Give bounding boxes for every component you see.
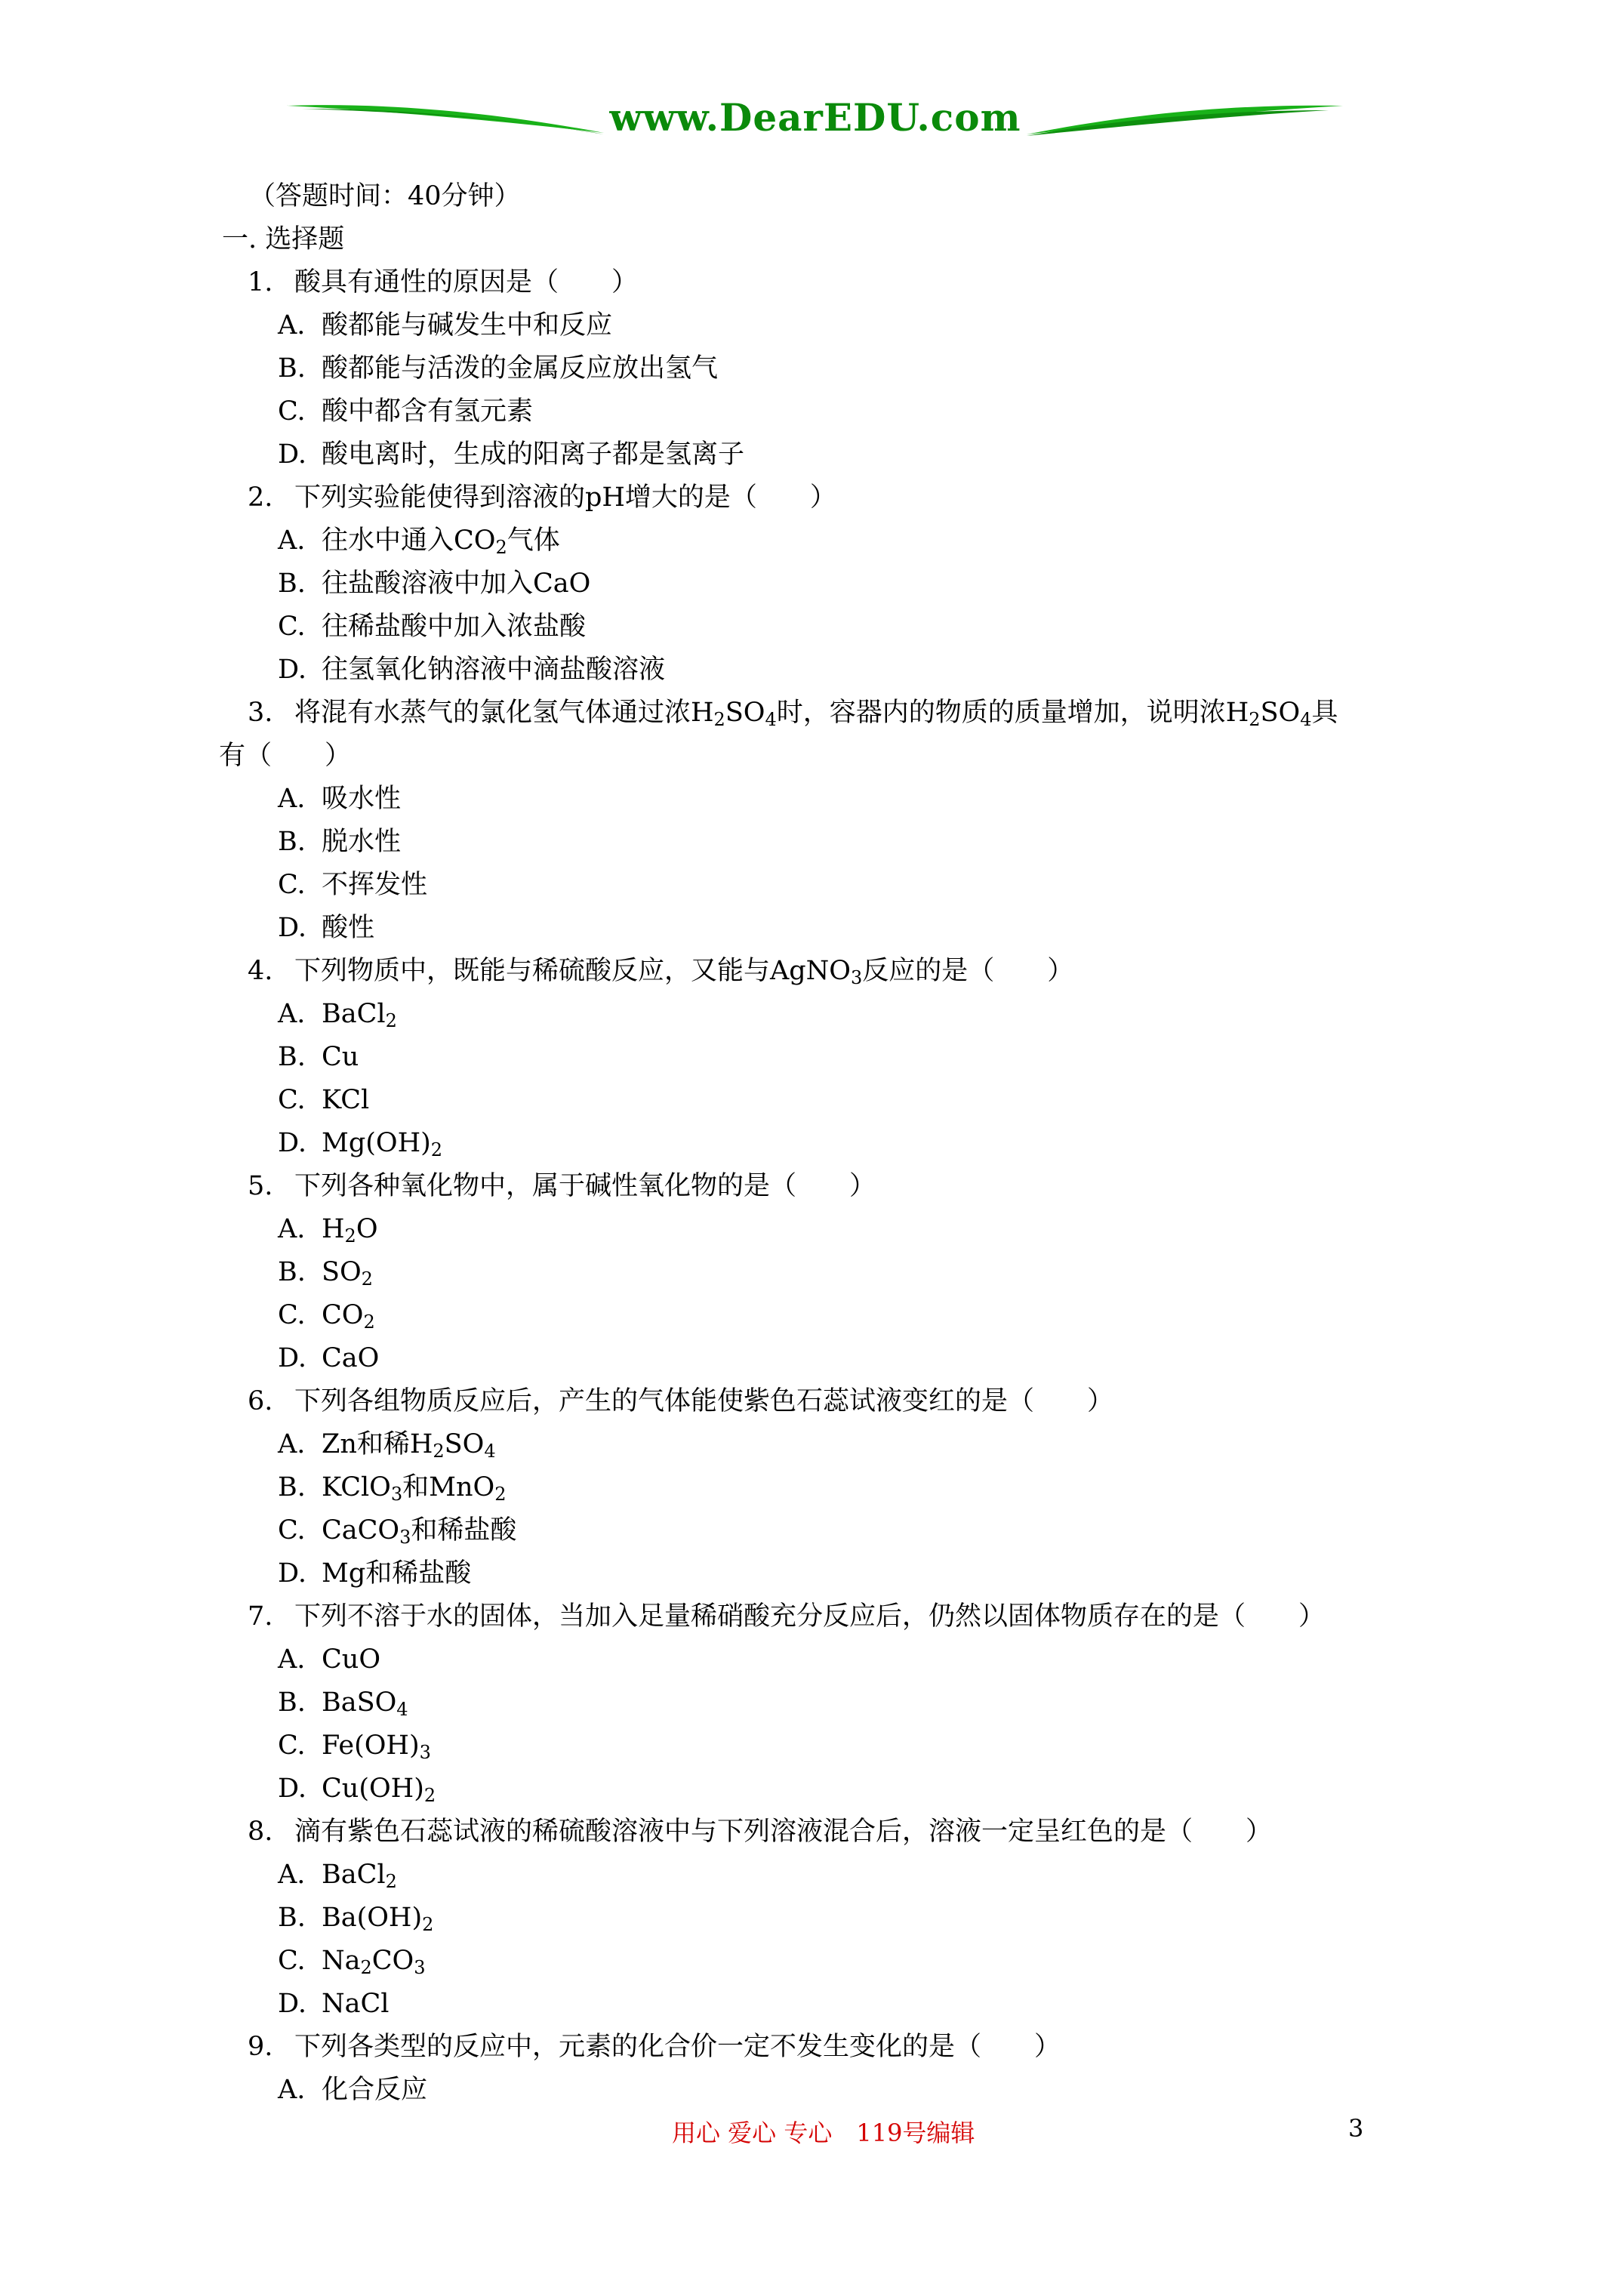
- option-label: C.: [278, 870, 306, 900]
- option-item: [219, 1983, 1419, 2026]
- question-item: [219, 950, 1419, 993]
- option-item: [219, 1208, 1419, 1251]
- option-label: C.: [278, 396, 306, 427]
- option-text: 不挥发性: [322, 870, 428, 900]
- question-number: 8.: [248, 1817, 273, 1847]
- option-item: [219, 347, 1419, 390]
- option-text: 往稀盐酸中加入浓盐酸: [322, 612, 587, 642]
- option-text: $H_2O$: [322, 1214, 378, 1247]
- option-text: $Mg(OH)_2$: [322, 1128, 443, 1160]
- question-number: 1.: [248, 267, 273, 297]
- option-text: CaCO$_3$和稀盐酸: [322, 1515, 517, 1548]
- question-number: 2.: [248, 482, 273, 513]
- option-text: 往盐酸溶液中加入CaO: [322, 569, 591, 599]
- question-number: 5.: [248, 1171, 273, 1201]
- footer-slogan: 用心 爱心 专心 119号编辑: [672, 2119, 975, 2147]
- option-label: A.: [278, 1644, 306, 1675]
- option-item: [219, 1036, 1419, 1079]
- option-label: C.: [278, 1515, 306, 1546]
- option-item: [219, 1079, 1419, 1122]
- question-item: [219, 1811, 1419, 1854]
- option-label: D.: [278, 1343, 306, 1373]
- option-text: CuO: [322, 1644, 381, 1675]
- option-item: [219, 821, 1419, 864]
- question-text: 下列各种氧化物中，属于碱性氧化物的是（ ）: [294, 1171, 876, 1201]
- question-item: [219, 2026, 1419, 2069]
- question-number: 4.: [248, 956, 273, 986]
- option-item: [219, 1552, 1419, 1595]
- option-item: [219, 1337, 1419, 1380]
- page-number: 3: [1348, 2114, 1364, 2143]
- option-label: A.: [278, 1214, 306, 1244]
- exam-content: [219, 175, 1419, 2112]
- section-title: 一. 选择题: [222, 224, 345, 254]
- question-item: [219, 261, 1419, 304]
- option-text: BaCl$_2$: [322, 999, 397, 1031]
- option-item: [219, 778, 1419, 821]
- option-text: Zn和稀$H_2SO_4$: [322, 1429, 496, 1462]
- question-item: [219, 476, 1419, 519]
- option-item: [219, 1251, 1419, 1294]
- question-text: 下列物质中，既能与稀硫酸反应，又能与AgNO$_3$反应的是（ ）: [294, 956, 1074, 988]
- option-label: C.: [278, 1946, 306, 1976]
- option-item: [219, 1897, 1419, 1940]
- option-text: Cu: [322, 1042, 359, 1072]
- option-label: A.: [278, 784, 306, 814]
- option-label: B.: [278, 569, 306, 599]
- option-item: [219, 304, 1419, 347]
- option-label: B.: [278, 353, 306, 384]
- option-text: $CO_2$: [322, 1300, 375, 1333]
- option-label: A.: [278, 1860, 306, 1890]
- option-text: $SO_2$: [322, 1257, 373, 1290]
- question-number: 9.: [248, 2032, 273, 2062]
- option-item: [219, 519, 1419, 562]
- option-label: D.: [278, 1558, 306, 1589]
- option-label: A.: [278, 310, 306, 341]
- option-label: A.: [278, 525, 306, 556]
- option-label: D.: [278, 1128, 306, 1158]
- option-item: [219, 1294, 1419, 1337]
- question-number: 3.: [248, 698, 273, 728]
- option-item: [219, 993, 1419, 1036]
- option-item: [219, 1638, 1419, 1681]
- option-label: B.: [278, 1472, 306, 1502]
- option-text: 化合反应: [322, 2075, 428, 2105]
- option-label: C.: [278, 1730, 306, 1761]
- question-text: 下列实验能使得到溶液的pH增大的是（ ）: [294, 482, 836, 513]
- option-label: C.: [278, 1300, 306, 1330]
- question-item: [219, 1595, 1419, 1638]
- option-label: D.: [278, 913, 306, 943]
- question-text: 将混有水蒸气的氯化氢气体通过浓$H_2SO_4$时，容器内的物质的质量增加，说明浓$H_2SO_4$具: [294, 698, 1338, 730]
- option-label: D.: [278, 655, 306, 685]
- option-text: 酸性: [322, 913, 375, 943]
- question-item: [219, 1165, 1419, 1208]
- option-label: C.: [278, 1085, 306, 1115]
- option-item: [219, 1423, 1419, 1466]
- question-text: 滴有紫色石蕊试液的稀硫酸溶液中与下列溶液混合后，溶液一定呈红色的是（ ）: [294, 1817, 1273, 1847]
- question-list: [219, 261, 1419, 2112]
- option-text: Mg和稀盐酸: [322, 1558, 472, 1589]
- option-text: 往水中通入$CO_2$气体: [322, 525, 560, 558]
- option-item: [219, 2069, 1419, 2112]
- question-item: [219, 692, 1419, 735]
- option-text: 酸都能与活泼的金属反应放出氢气: [322, 353, 719, 384]
- option-text: BaCl$_2$: [322, 1860, 397, 1892]
- question-number: 7.: [248, 1601, 273, 1632]
- option-label: B.: [278, 827, 306, 857]
- option-item: [219, 1509, 1419, 1552]
- option-text: BaSO$_4$: [322, 1687, 408, 1720]
- option-text: 酸中都含有氢元素: [322, 396, 534, 427]
- option-text: $Na_2CO_3$: [322, 1946, 426, 1978]
- option-label: B.: [278, 1257, 306, 1287]
- option-label: C.: [278, 612, 306, 642]
- option-label: A.: [278, 1429, 306, 1459]
- option-text: 吸水性: [322, 784, 402, 814]
- option-label: B.: [278, 1042, 306, 1072]
- option-text: 酸都能与碱发生中和反应: [322, 310, 613, 341]
- question-text-continued: 有（ ）: [219, 741, 352, 771]
- option-item: [219, 1940, 1419, 1983]
- option-text: $Cu(OH)_2$: [322, 1774, 436, 1806]
- option-item: [219, 1854, 1419, 1897]
- option-item: [219, 1466, 1419, 1509]
- option-item: [219, 606, 1419, 649]
- option-item: [219, 1767, 1419, 1811]
- option-text: $Ba(OH)_2$: [322, 1903, 434, 1935]
- question-number: 6.: [248, 1386, 273, 1416]
- question-text: 下列各类型的反应中，元素的化合价一定不发生变化的是（ ）: [294, 2032, 1061, 2062]
- option-text: $Fe(OH)_3$: [322, 1730, 431, 1763]
- question-text: 下列各组物质反应后，产生的气体能使紫色石蕊试液变红的是（ ）: [294, 1386, 1114, 1416]
- option-item: [219, 1681, 1419, 1724]
- option-text: 酸电离时，生成的阳离子都是氢离子: [322, 439, 745, 470]
- option-item: [219, 390, 1419, 433]
- option-label: A.: [278, 999, 306, 1029]
- option-text: KClO$_3$和MnO$_2$: [322, 1472, 507, 1505]
- option-text: NaCl: [322, 1989, 390, 2019]
- option-label: B.: [278, 1687, 306, 1718]
- question-text: 酸具有通性的原因是（ ）: [294, 267, 639, 297]
- option-item: [219, 562, 1419, 606]
- option-item: [219, 907, 1419, 950]
- site-header-banner: [287, 89, 1344, 157]
- option-label: D.: [278, 1989, 306, 2019]
- option-item: [219, 1122, 1419, 1165]
- option-text: 脱水性: [322, 827, 402, 857]
- option-item: [219, 433, 1419, 476]
- option-item: [219, 864, 1419, 907]
- option-label: A.: [278, 2075, 306, 2105]
- option-text: CaO: [322, 1343, 380, 1373]
- option-label: B.: [278, 1903, 306, 1933]
- site-brand-text: www.DearEDU.com: [609, 95, 1021, 140]
- option-label: D.: [278, 1774, 306, 1804]
- option-text: KCl: [322, 1085, 370, 1115]
- time-note: （答题时间：40分钟）: [249, 181, 521, 211]
- option-item: [219, 649, 1419, 692]
- page-footer: [0, 2114, 1623, 2152]
- question-text: 下列不溶于水的固体，当加入足量稀硝酸充分反应后，仍然以固体物质存在的是（ ）: [294, 1601, 1326, 1632]
- option-label: D.: [278, 439, 306, 470]
- option-item: [219, 1724, 1419, 1767]
- question-item: [219, 1380, 1419, 1423]
- option-text: 往氢氧化钠溶液中滴盐酸溶液: [322, 655, 666, 685]
